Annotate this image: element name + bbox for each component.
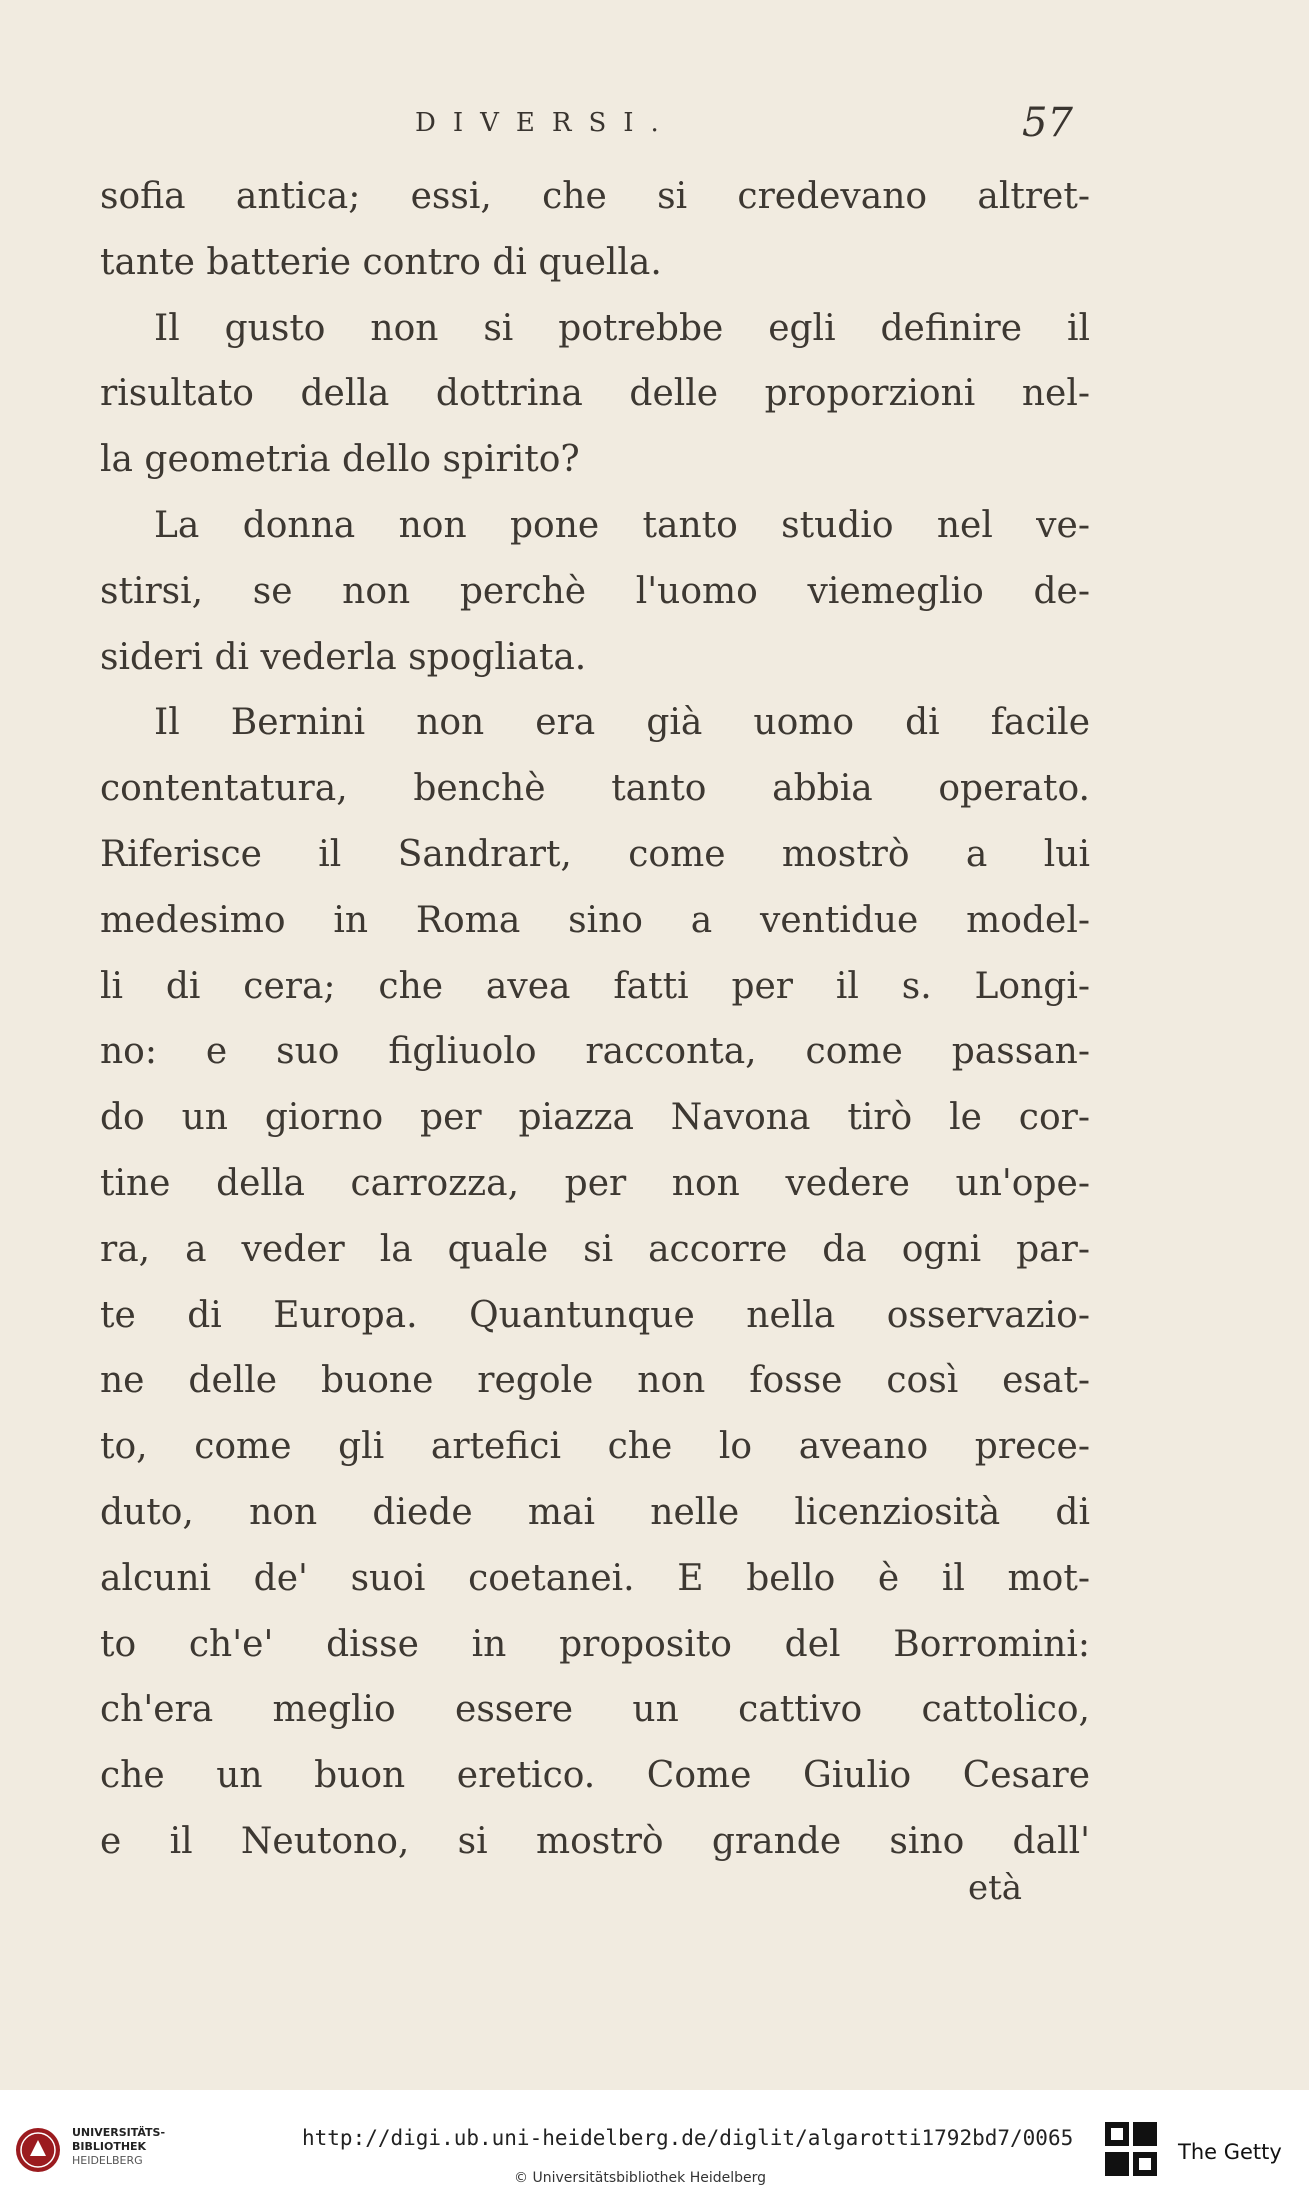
text-line: stirsi, se non perchè l'uomo viemeglio de-	[100, 570, 1090, 612]
library-name-line: HEIDELBERG	[72, 2154, 143, 2167]
text-line: do un giorno per piazza Navona tirò le cor-	[100, 1097, 1090, 1139]
text-line: ne delle buone regole non fosse così esat-	[100, 1360, 1090, 1402]
text-line: e il Neutono, si mostrò grande sino dall'	[100, 1820, 1090, 1862]
text-line: no: e suo figliuolo racconta, come passan-	[100, 1031, 1090, 1073]
text-line: alcuni de' suoi coetanei. E bello è il mot-	[100, 1557, 1090, 1599]
page-number: 57	[1022, 100, 1073, 146]
footer	[0, 2090, 1309, 2201]
text-line: Riferisce il Sandrart, come mostrò a lui	[100, 833, 1090, 875]
text-line: sofia antica; essi, che si credevano altret-	[100, 176, 1090, 217]
permalink[interactable]: http://digi.ub.uni-heidelberg.de/diglit/algarotti1792bd7/0065	[302, 2126, 1074, 2150]
text-line: contentatura, benchè tanto abbia operato.	[100, 768, 1090, 810]
getty-logo-icon	[1103, 2120, 1159, 2182]
university-seal-icon	[14, 2126, 62, 2174]
text-line: to ch'e' disse in proposito del Borromini:	[100, 1623, 1090, 1665]
text-line: che un buon eretico. Come Giulio Cesare	[100, 1755, 1090, 1797]
text-line: to, come gli artefici che lo aveano prece-	[100, 1426, 1090, 1468]
text-line: ra, a veder la quale si accorre da ogni par-	[100, 1228, 1090, 1270]
running-head	[0, 100, 1309, 150]
text-line: tante batterie contro di quella.	[100, 241, 662, 283]
text-line: sideri di vederla spogliata.	[100, 636, 587, 678]
text-line: li di cera; che avea fatti per il s. Longi-	[100, 965, 1090, 1007]
catchword: età	[968, 1868, 1023, 1908]
library-name-line: BIBLIOTHEK	[72, 2140, 147, 2153]
copyright-notice: © Universitätsbibliothek Heidelberg	[514, 2170, 767, 2186]
text-line: la geometria dello spirito?	[100, 439, 580, 481]
getty-name: The Getty	[1178, 2140, 1282, 2164]
text-line: ch'era meglio essere un cattivo cattolico,	[100, 1689, 1090, 1731]
text-line: duto, non diede mai nelle licenziosità di	[100, 1491, 1090, 1533]
running-title: DIVERSI.	[415, 108, 676, 138]
text-line: tine della carrozza, per non vedere un'ope-	[100, 1162, 1090, 1204]
body-text	[100, 164, 1090, 1875]
library-name	[72, 2126, 165, 2168]
text-line: Il Bernini non era già uomo di facile	[154, 702, 1090, 744]
library-name-line: UNIVERSITÄTS-	[72, 2126, 166, 2139]
text-line: La donna non pone tanto studio nel ve-	[154, 504, 1090, 546]
text-line: te di Europa. Quantunque nella osservazio-	[100, 1294, 1090, 1336]
text-line: risultato della dottrina delle proporzioni nel-	[100, 373, 1090, 415]
text-line: Il gusto non si potrebbe egli definire il	[154, 307, 1090, 349]
text-line: medesimo in Roma sino a ventidue model-	[100, 899, 1090, 941]
